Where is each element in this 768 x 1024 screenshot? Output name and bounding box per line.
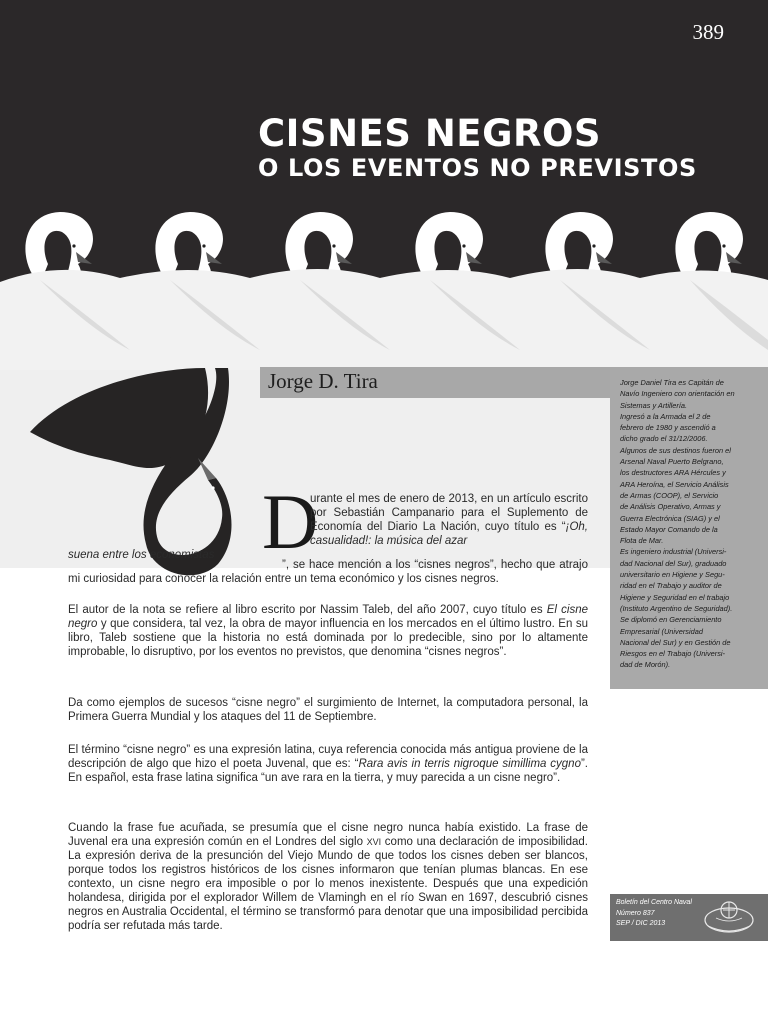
author-bio-sidebar xyxy=(610,367,768,689)
author-name: Jorge D. Tira xyxy=(268,369,378,393)
bio-line: ARA Heroína, el Servicio Análisis xyxy=(620,479,729,489)
text: como una declaración de imposibilidad. La expresión deriva de la presunción del Viejo Mundo de que todos los cisnes deben ser blancos, porque todos los registros históricos de los cisnes informaron que tenían plumas blancas. En ese contexto, un cisne negro era imposible o por lo menos inexistente. Después que una expedición holandesa, dirigida por el explorador Willem de Vlamingh en el río Swan en 1697, descubrió cisnes negros en Australia Occidental, el término se transformó para denotar que una imposibilidad percibida podría ser refutada más tarde. xyxy=(68,836,588,932)
quote: suena entre los economistas xyxy=(68,549,215,561)
bio-line: dad Nacional del Sur), graduado xyxy=(620,558,727,568)
bio-line: Estado Mayor Comando de la xyxy=(620,524,718,534)
journal-footer xyxy=(610,894,768,941)
quote: ¡Oh, casualidad!: la música del azar xyxy=(310,521,588,547)
latin-quote: Rara avis in terris nigroque simillima cygno xyxy=(358,758,581,770)
text: ”, se hace mención a los “cisnes negros”, hecho que atrajo mi curiosidad para conocer la relación entre un tema económico y los cisnes negros. xyxy=(68,559,588,585)
article-title: CISNES NEGROS xyxy=(258,112,602,155)
bio-line: Es ingeniero industrial (Universi- xyxy=(620,547,727,557)
paragraph-3: Da como ejemplos de sucesos “cisne negro” el surgimiento de Internet, la computadora personal, la Primera Guerra Mundial y los ataques del 11 de Septiembre. xyxy=(68,697,588,723)
text: ”. En español, esta frase latina significa “un ave rara en la tierra, y muy parecida a un cisne negro”. xyxy=(68,758,588,784)
bio-line: (Instituto Argentino de Seguridad). xyxy=(620,603,733,613)
book-title: El cisne negro xyxy=(68,604,588,630)
author-bio xyxy=(620,377,760,671)
bio-line: ridad en el Trabajo y auditor de xyxy=(620,581,722,591)
paragraph-5 xyxy=(68,821,588,933)
bio-line: Empresarial (Universidad xyxy=(620,626,703,636)
bio-line: Riesgos en el Trabajo (Universi- xyxy=(620,649,726,659)
bio-line: los destructores ARA Hércules y xyxy=(620,468,726,478)
bio-line: Ingresó a la Armada el 2 de xyxy=(620,411,711,421)
text: y que considera, tal vez, la obra de mayor influencia en los mercados en el último lustro. En su libro, Taleb sostiene que la historia no está dominada por lo predecible, sino por lo altamente improbable, lo disruptivo, por los eventos no previstos, que denomina “cisnes negros”. xyxy=(68,618,588,658)
bio-line: Algunos de sus destinos fueron el xyxy=(620,445,731,455)
bio-line: dicho grado el 31/12/2006. xyxy=(620,434,708,444)
paragraph-1-tail xyxy=(68,558,588,586)
text: El término “cisne negro” es una expresión latina, cuya referencia conocida más antigua proviene de la descripción de algo que hizo el poeta Juvenal, que es: “ xyxy=(68,744,588,770)
article-subtitle: O LOS EVENTOS NO PREVISTOS xyxy=(258,154,697,182)
bio-line: Flota de Mar. xyxy=(620,536,664,546)
author-bar xyxy=(260,367,610,398)
drop-cap: D xyxy=(262,478,319,565)
journal-info xyxy=(616,898,701,930)
paragraph-2 xyxy=(68,603,588,659)
bio-line: Nacional del Sur) y en Gestión de xyxy=(620,637,731,647)
journal-issue: Número 837 xyxy=(616,909,655,917)
black-swan-illustration xyxy=(0,368,250,578)
journal-name: Boletín del Centro Naval xyxy=(616,899,692,906)
bio-line: Arsenal Naval Puerto Belgrano, xyxy=(620,457,724,467)
text: urante el mes de enero de 2013, en un artículo escrito por Sebastián Campanario para el Suplemento de Economía del Diario La Nación, cuyo título es “ xyxy=(310,493,588,533)
bio-line: de Armas (COOP), el Servicio xyxy=(620,490,719,500)
white-swans-illustration xyxy=(0,200,768,370)
bio-line: dad de Morón). xyxy=(620,660,671,670)
century: XVI xyxy=(366,837,382,847)
bio-line: Guerra Electrónica (SIAG) y el xyxy=(620,513,720,523)
centro-naval-seal-icon xyxy=(696,896,762,938)
text: Cuando la frase fue acuñada, se presumía que el cisne negro nunca había existido. La frase de Juvenal era una expresión común en el Londres del siglo xyxy=(68,822,588,848)
bio-line: universitario en Higiene y Segu- xyxy=(620,570,725,580)
bio-line: Se diplomó en Gerenciamiento xyxy=(620,615,722,625)
bio-line: Higiene y Seguridad en el trabajo xyxy=(620,592,730,602)
page-number: 389 xyxy=(692,20,724,44)
paragraph-4 xyxy=(68,743,588,785)
bio-line: Jorge Daniel Tira es Capitán de xyxy=(620,378,724,387)
paragraph-1-intro xyxy=(310,492,588,548)
bio-line: de Análisis Operativo, Armas y xyxy=(620,502,721,512)
bio-line: febrero de 1980 y ascendió a xyxy=(620,423,716,433)
journal-date: SEP / DIC 2013 xyxy=(616,920,666,927)
text: El autor de la nota se refiere al libro escrito por Nassim Taleb, del año 2007, cuyo título es xyxy=(68,604,547,616)
bio-line: Sistemas y Artillería. xyxy=(620,400,688,410)
bio-line: Navío Ingeniero con orientación en xyxy=(620,389,735,399)
